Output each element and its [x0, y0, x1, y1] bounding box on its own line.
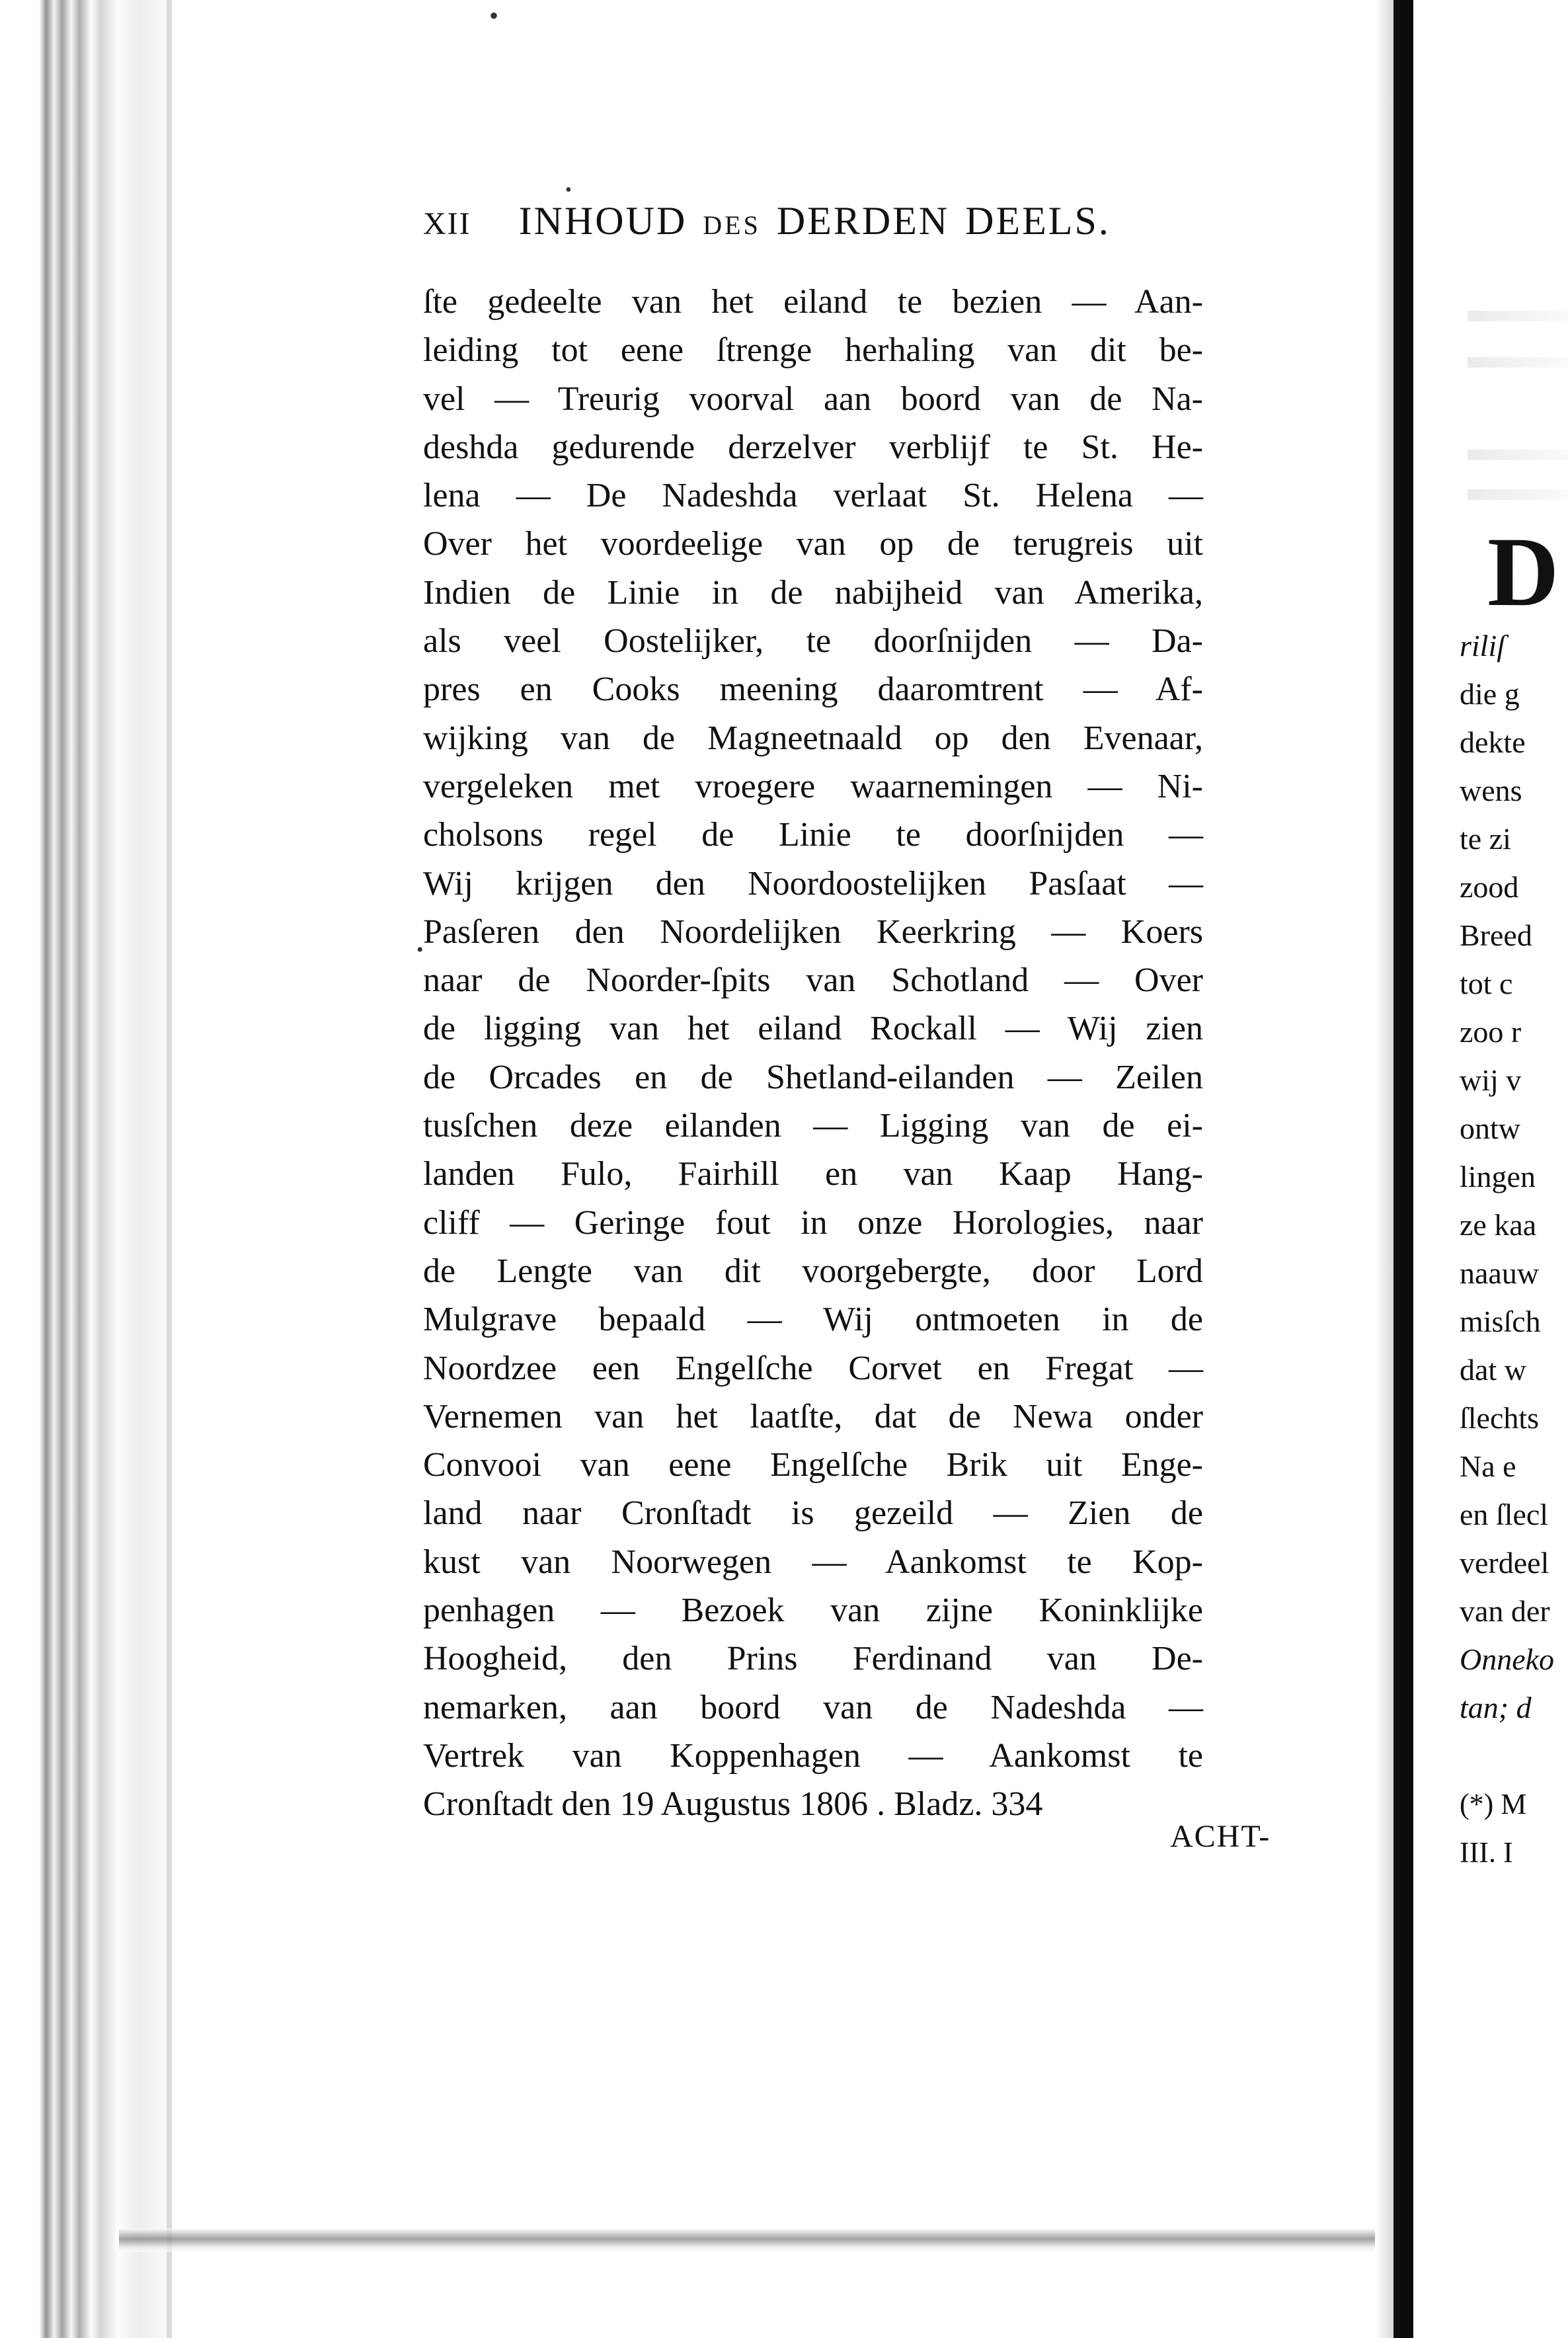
faint-bleed-through	[1468, 311, 1568, 321]
text-line: cliff — Geringe fout in onze Horologies, naar	[423, 1203, 1203, 1242]
text-line: Hoogheid, den Prins Ferdinand van De-	[423, 1640, 1203, 1678]
drop-cap: D	[1487, 517, 1559, 627]
facing-text-line: dat w	[1460, 1353, 1526, 1387]
text-line: pres en Cooks meening daaromtrent — Af-	[423, 670, 1203, 709]
running-head-word: INHOUD	[518, 199, 687, 243]
facing-text-line: en ſlecl	[1460, 1498, 1549, 1531]
text-line: nemarken, aan boord van de Nadeshda —	[423, 1688, 1203, 1726]
text-line: wijking van de Magneetnaald op den Evenaar,	[423, 719, 1203, 757]
text-line: de Lengte van dit voorgebergte, door Lord	[423, 1252, 1203, 1290]
text-line: deshda gedurende derzelver verblijf te St. He-	[423, 428, 1203, 466]
facing-text-line: wens	[1460, 774, 1522, 807]
facing-page-fragment	[1413, 0, 1568, 2338]
stray-dot: •	[489, 1, 499, 30]
table-of-contents-text	[423, 278, 1203, 1829]
facing-footnote-line: III. I	[1460, 1836, 1513, 1869]
bottom-page-edge	[119, 2228, 1388, 2252]
page-edge-shadow	[167, 0, 172, 2338]
facing-text-line: wij v	[1460, 1063, 1522, 1097]
text-line: vel — Treurig voorval aan boord van de Na-	[423, 380, 1203, 418]
facing-text-line: zood	[1460, 870, 1519, 904]
stray-dot: •	[416, 939, 424, 961]
text-line: de Orcades en de Shetland-eilanden — Zeilen	[423, 1058, 1203, 1096]
facing-text-line: Onneko	[1460, 1642, 1555, 1676]
text-line: ſte gedeelte van het eiland te bezien — Aan-	[423, 283, 1203, 321]
facing-text-line: ontw	[1460, 1111, 1520, 1145]
text-line: Over het voordeelige van op de terugreis uit	[423, 525, 1203, 563]
text-line: Vertrek van Koppenhagen — Aankomst te	[423, 1736, 1203, 1775]
facing-text-line: misſch	[1460, 1305, 1541, 1338]
facing-text-line: ze kaa	[1460, 1208, 1537, 1242]
running-head-word: DERDEN	[776, 199, 950, 243]
running-head-word: DES	[703, 210, 761, 240]
text-line: Convooi van eene Engelſche Brik uit Enge-	[423, 1446, 1203, 1484]
facing-text-line: verdeel	[1460, 1546, 1549, 1580]
facing-text-line: zoo r	[1460, 1015, 1522, 1049]
text-line: land naar Cronſtadt is gezeild — Zien de	[423, 1494, 1203, 1533]
text-line: naar de Noorder-ſpits van Schotland — Over	[423, 961, 1203, 1000]
stray-dot: •	[565, 180, 572, 200]
facing-text-line: Na e	[1460, 1449, 1516, 1483]
facing-text-line: dekte	[1460, 725, 1526, 759]
text-line: landen Fulo, Fairhill en van Kaap Hang-	[423, 1155, 1203, 1193]
text-line: Vernemen van het laatſte, dat de Newa onder	[423, 1397, 1203, 1435]
facing-text-spacer	[1460, 1732, 1568, 1780]
facing-text-line: lingen	[1460, 1160, 1536, 1193]
text-line: Mulgrave bepaald — Wij ontmoeten in de	[423, 1301, 1203, 1339]
text-line: leiding tot eene ſtrenge herhaling van dit be-	[423, 331, 1203, 370]
text-line: Indien de Linie in de nabijheid van Amerika,	[423, 573, 1203, 612]
running-head-word: DEELS.	[965, 199, 1111, 243]
text-line: Pasſeren den Noordelijken Keerkring — Koers	[423, 912, 1203, 951]
facing-text-line: te zi	[1460, 822, 1511, 856]
text-line: Wij krijgen den Noordoostelijken Pasſaat —	[423, 864, 1203, 903]
faint-bleed-through	[1468, 450, 1568, 460]
text-line: Cronſtadt den 19 Augustus 1806 . Bladz. 334	[423, 1785, 1043, 1824]
text-line: vergeleken met vroegere waarnemingen — Ni-	[423, 767, 1203, 805]
facing-text-line: van der	[1460, 1594, 1550, 1628]
running-head	[423, 198, 1309, 258]
text-line: als veel Oostelijker, te doorſnijden — Da-	[423, 622, 1203, 661]
facing-text-line: Breed	[1460, 918, 1532, 952]
text-line: cholsons regel de Linie te doorſnijden —	[423, 816, 1203, 854]
facing-text-line: tot c	[1460, 967, 1513, 1000]
gutter-shade	[1375, 0, 1393, 2338]
facing-text-line: riliſ	[1460, 629, 1506, 663]
text-line: kust van Noorwegen — Aankomst te Kop-	[423, 1543, 1203, 1581]
text-line: de ligging van het eiland Rockall — Wij zien	[423, 1010, 1203, 1048]
facing-footnote-line: (*) M	[1460, 1788, 1527, 1820]
faint-bleed-through	[1468, 489, 1568, 500]
facing-text-line: tan; d	[1460, 1691, 1532, 1724]
facing-page-text	[1460, 622, 1568, 1876]
facing-text-line: ſlechts	[1460, 1401, 1540, 1435]
text-line: lena — De Nadeshda verlaat St. Helena —	[423, 477, 1203, 515]
book-gutter	[1393, 0, 1413, 2338]
faint-bleed-through	[1468, 357, 1568, 368]
left-page	[423, 198, 1309, 1854]
text-line: penhagen — Bezoek van zijne Koninklijke	[423, 1592, 1203, 1630]
text-line: Noordzee een Engelſche Corvet en Fregat —	[423, 1349, 1203, 1387]
text-line: tusſchen deze eilanden — Ligging van de ei-	[423, 1107, 1203, 1145]
page-number: XII	[423, 206, 471, 241]
facing-text-line: naauw	[1460, 1256, 1540, 1290]
catchword: ACHT-	[1170, 1819, 1271, 1854]
page-edge-stack	[40, 0, 178, 2338]
facing-text-line: die g	[1460, 677, 1520, 711]
